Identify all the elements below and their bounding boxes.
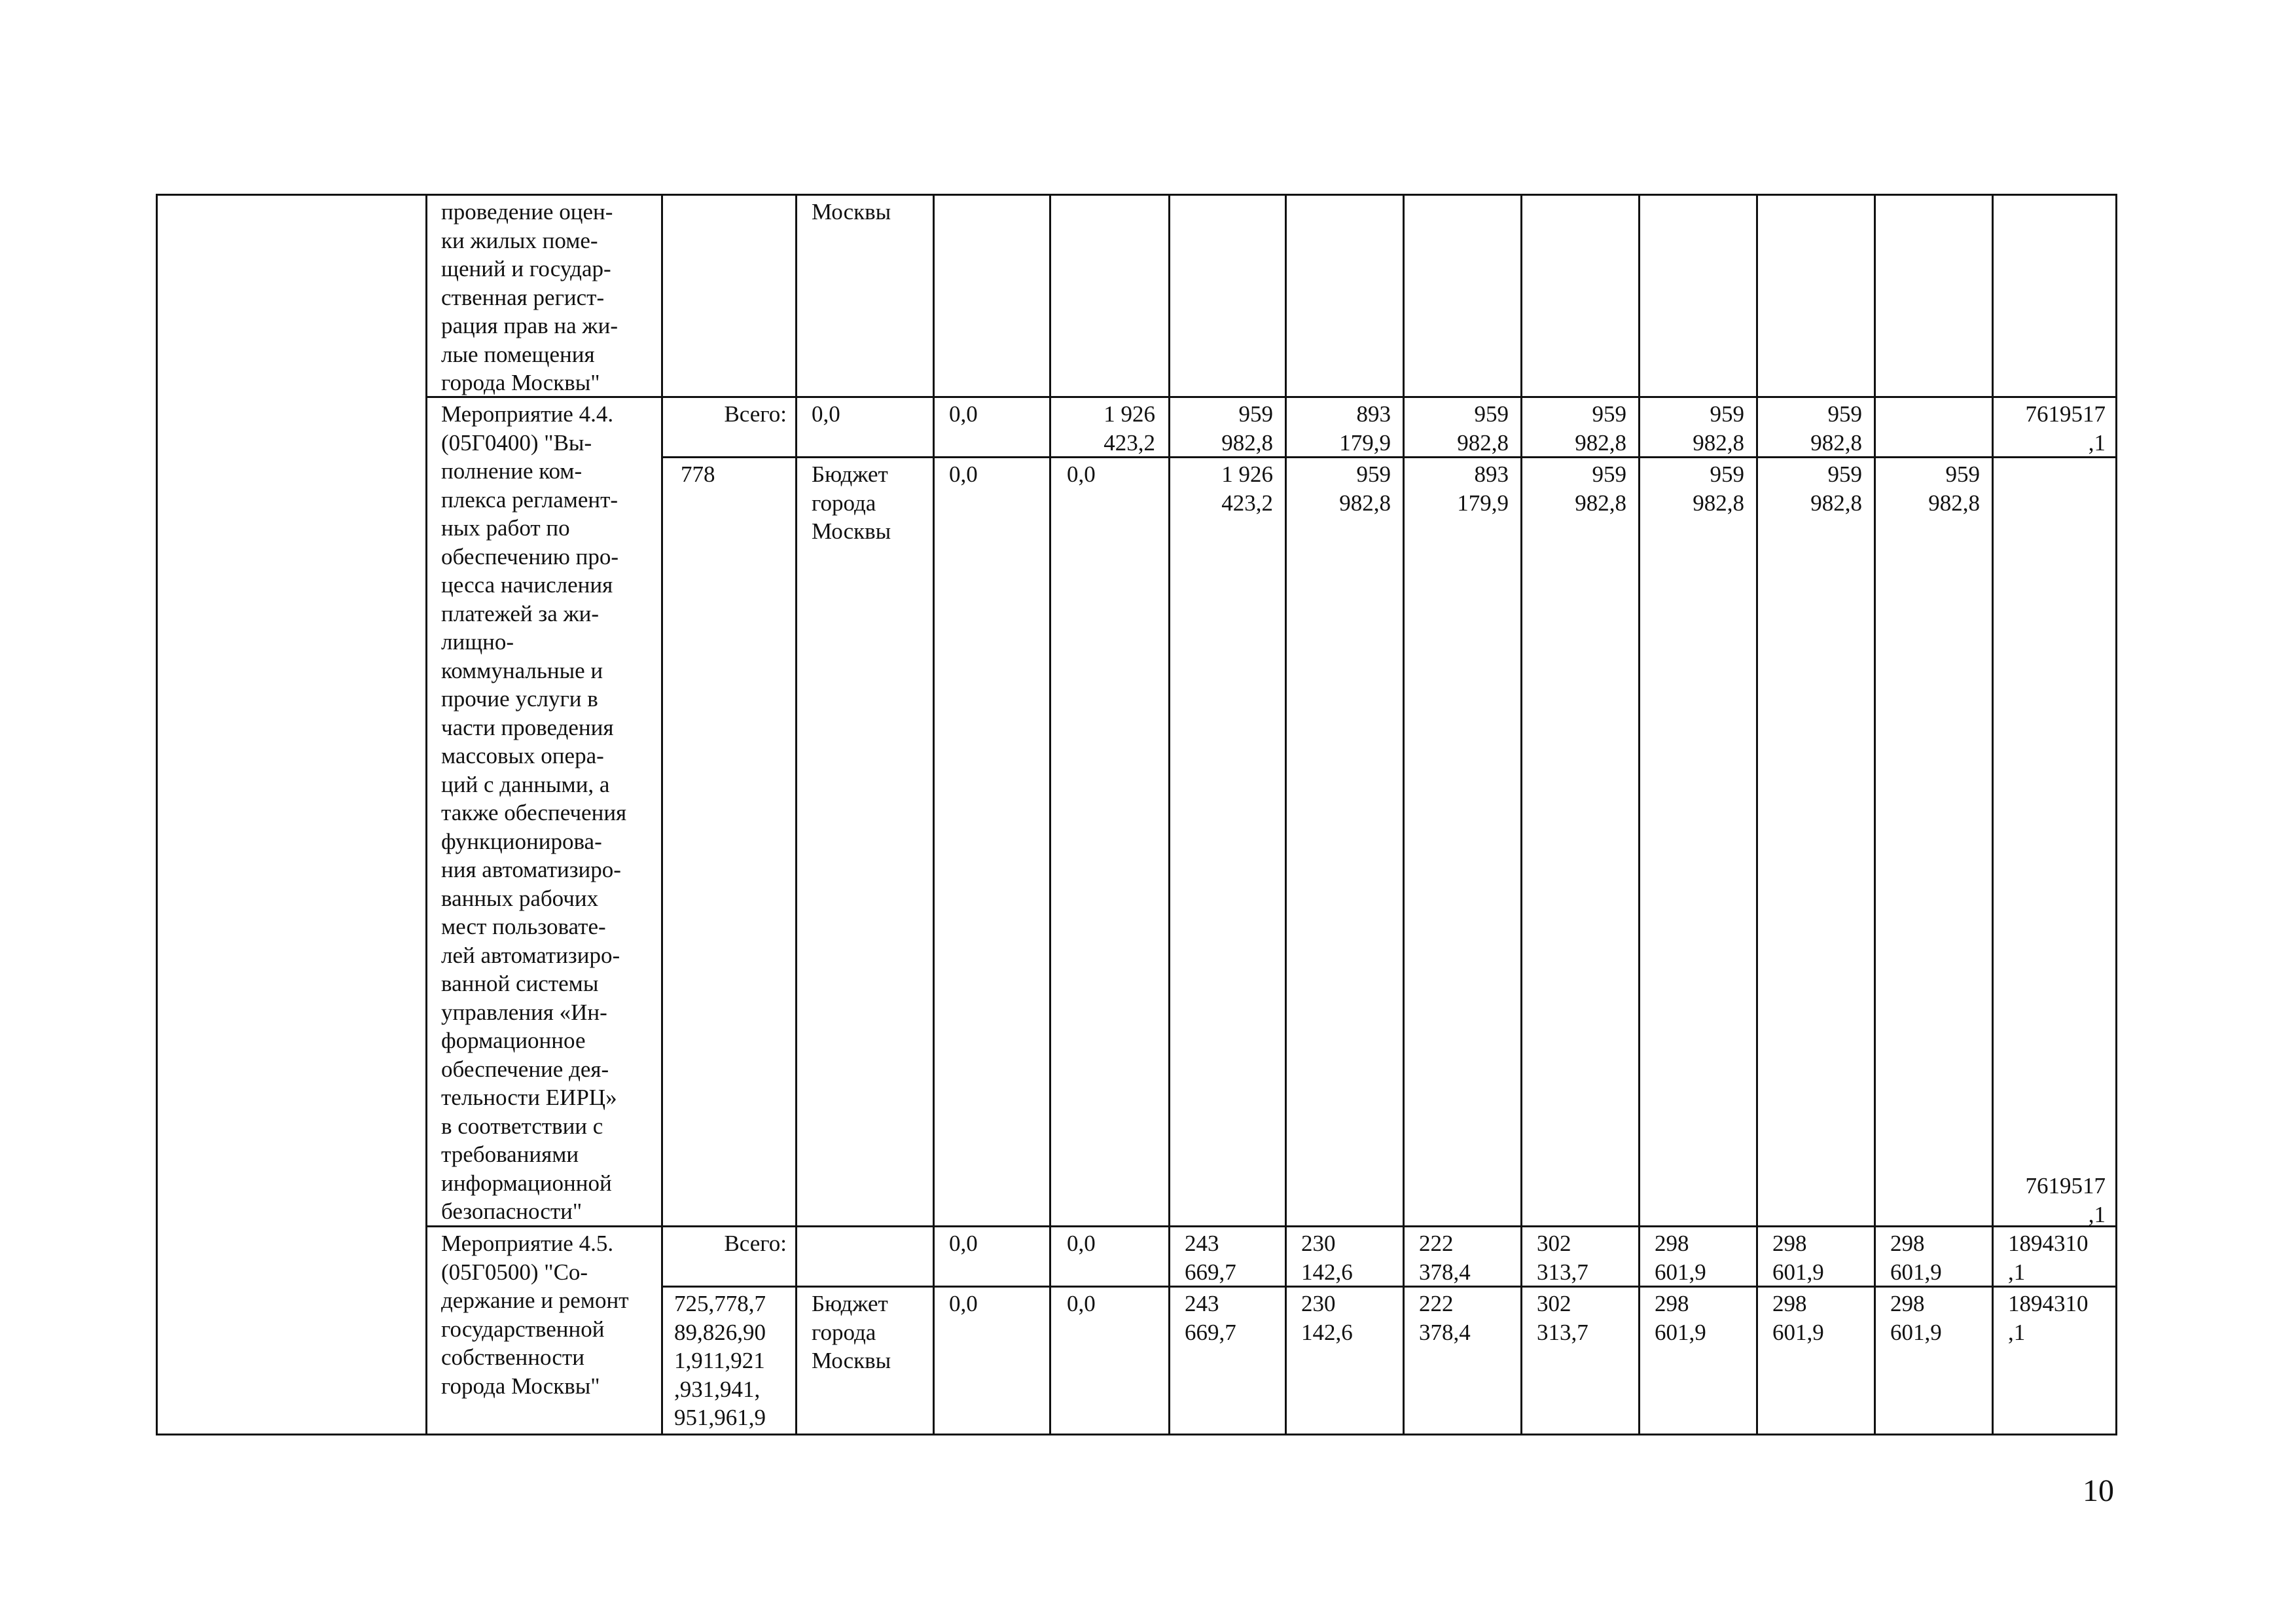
row-1-total-value [1993,400,2106,457]
row-1-description [441,400,626,1226]
column-divider [795,194,797,1435]
row-1-budget-value [1757,460,1862,517]
value-line: 0,0 [1067,1231,1096,1256]
row-1-total-value [1757,400,1862,457]
row-1-budget-value [1640,460,1744,517]
value-line: 230 [1301,1231,1336,1256]
description-line: города Москвы" [441,1373,600,1399]
table-bottom-border [156,1434,2117,1435]
description-line: проведение оцен- [441,199,613,225]
row-1-budget-value [1286,460,1391,517]
row-2-total-value [1419,1229,1471,1286]
value-line: 601,9 [1772,1319,1824,1345]
value-line: 0,0 [949,1291,978,1316]
row-2-total-source [662,1229,787,1258]
column-divider [1638,194,1640,1435]
value-line: 298 [1655,1291,1689,1316]
description-line: безопасности" [441,1199,583,1224]
description-line: ки жилых поме- [441,227,598,253]
description-line: обеспечению про- [441,543,619,569]
description-line: щений и государ- [441,256,611,281]
row-divider [425,396,2117,398]
description-line: Мероприятие 4.5. [441,1231,614,1256]
value-line: 982,8 [1928,490,1980,516]
value-line: 423,2 [1103,429,1155,456]
description-line: полнение ком- [441,458,583,484]
code-line: 951,961,9 [674,1405,766,1430]
value-line: 1894310 [2008,1291,2089,1316]
description-line: держание и ремонт [441,1288,629,1313]
value-line: 959 [1827,461,1862,487]
description-line: собственности [441,1344,584,1370]
description-line: Мероприятие 4.4. [441,401,614,427]
description-line: мест пользовате- [441,914,606,939]
description-line: плекса регламент- [441,486,619,513]
description-line: формационное [441,1028,586,1053]
value-line: 313,7 [1537,1259,1588,1285]
row-2-budget-value [1772,1290,1824,1346]
column-divider [1874,194,1876,1435]
value-line: 982,8 [1339,490,1391,516]
row-divider [425,1225,2117,1227]
value-line: 959 [1945,461,1980,487]
code-line: ,931,941, [674,1376,761,1402]
value-line: 601,9 [1655,1319,1706,1345]
row-2-budget-value [1185,1290,1236,1346]
column-divider [425,194,427,1435]
description-line: города Москвы" [441,370,600,395]
value-line: 302 [1537,1291,1571,1316]
row-1-total-value [949,400,978,429]
value-line: 298 [1655,1231,1689,1256]
value-line: 601,9 [1772,1259,1824,1285]
row-2-total-value [1655,1229,1706,1286]
column-divider [1403,194,1405,1435]
description-line: в соответствии с [441,1113,603,1139]
row-1-budget-source [812,460,891,546]
column-divider [1168,194,1170,1435]
row-2-budget-value [2008,1290,2089,1346]
value-line: 893 [1356,401,1391,427]
table-left-border [156,194,158,1435]
row-2-budget-value [1537,1290,1588,1346]
value-line: 0,0 [949,461,978,487]
description-line: ных работ по [441,515,570,541]
value-line: 298 [1772,1231,1807,1256]
value-line: 959 [1238,401,1273,427]
description-line: требованиями [441,1142,579,1167]
description-line: государственной [441,1316,605,1342]
row-0-description [441,198,618,397]
value-line: 0,0 [812,401,840,427]
description-line: информационной [441,1170,612,1196]
row-2-budget-value [949,1290,978,1318]
row-2-budget-code [674,1290,766,1432]
description-line: массовых опера- [441,743,604,768]
table-right-border [2115,194,2117,1435]
row-2-budget-value [1301,1290,1353,1346]
value-line: ,1 [2088,1201,2106,1227]
value-line: 142,6 [1301,1259,1353,1285]
row-2-budget-value [1419,1290,1471,1346]
value-line: 669,7 [1185,1319,1236,1345]
row-1-total-value [1640,400,1744,457]
value-line: 982,8 [1221,429,1273,456]
row-1-budget-value [1404,460,1509,517]
description-line: ванной системы [441,971,599,996]
description-line: лей автоматизиро- [441,942,620,968]
row-1-total-source [662,400,787,429]
value-line: 982,8 [1693,429,1744,456]
value-line: 959 [1827,401,1862,427]
row-1-total-value [1050,400,1155,457]
description-line: ния автоматизиро- [441,857,621,882]
row-1-total-value [1170,400,1273,457]
row-1-total-value [1286,400,1391,457]
value-line: 7619517 [2025,1173,2106,1199]
code-line: 725,778,7 [674,1291,766,1316]
row-1-budget-value [1522,460,1626,517]
row-1-budget-value [949,460,978,489]
value-line: 601,9 [1655,1259,1706,1285]
value-line: 222 [1419,1291,1454,1316]
description-line: функционирова- [441,828,602,854]
value-line: 179,9 [1457,490,1509,516]
value-line: ,1 [2088,429,2106,456]
row-1-total-value [1404,400,1509,457]
code-line: 778 [681,461,715,487]
row-2-total-value [1537,1229,1588,1286]
value-line: 959 [1592,401,1626,427]
description-line: платежей за жи- [441,600,600,626]
row-2-budget-source [812,1290,891,1375]
description-line: прочие услуги в [441,686,598,712]
value-line: 959 [1474,401,1509,427]
value-line: 7619517 [2025,401,2106,427]
value-line: 959 [1710,461,1744,487]
column-divider [1992,194,1994,1435]
value-line: 298 [1890,1291,1925,1316]
value-line: 243 [1185,1231,1219,1256]
row-2-budget-value [1655,1290,1706,1346]
row-2-total-value [1890,1229,1942,1286]
value-line: 298 [1890,1231,1925,1256]
row-1-budget-value [1170,460,1273,517]
value-line: 1 926 [1103,401,1155,427]
value-line: 378,4 [1419,1259,1471,1285]
row-2-total-value [949,1229,978,1258]
value-line: 222 [1419,1231,1454,1256]
row-2-description [441,1229,629,1400]
description-line: ванных рабочих [441,885,599,911]
row-2-total-value [2008,1229,2089,1286]
source-line: Москвы [812,1348,891,1373]
code-line: 1,911,921 [674,1348,765,1373]
description-line: ций с данными, а [441,771,610,797]
description-line: коммунальные и [441,657,603,683]
description-line: (05Г0400) "Вы- [441,429,592,456]
value-line: 0,0 [949,401,978,427]
row-1-budget-value [1993,1172,2106,1229]
description-line: тельности ЕИРЦ» [441,1085,617,1110]
value-line: 313,7 [1537,1319,1588,1345]
row-2-total-value [1067,1229,1096,1258]
column-divider [1285,194,1287,1435]
code-line: 89,826,90 [674,1319,766,1345]
page-number: 10 [2083,1473,2114,1508]
description-line: лые помещения [441,341,595,367]
value-line: 423,2 [1221,490,1273,516]
row-1-budget-value [1875,460,1980,517]
value-line: 893 [1474,461,1509,487]
row-2-total-value [1772,1229,1824,1286]
column-divider [1756,194,1758,1435]
row-1-budget-value [1067,460,1096,489]
value-line: 0,0 [1067,461,1096,487]
source-line: Бюджет [812,1291,888,1316]
description-line: рация прав на жи- [441,313,618,338]
value-line: 982,8 [1810,490,1862,516]
value-line: 982,8 [1575,429,1626,456]
description-line: (05Г0500) "Со- [441,1259,588,1285]
row-2-total-value [1185,1229,1236,1286]
value-line: 0,0 [949,1231,978,1256]
row-2-budget-value [1890,1290,1942,1346]
description-line: также обеспечения [441,800,627,825]
value-line: 230 [1301,1291,1336,1316]
row-1-total-value [812,400,840,429]
description-line: ственная регист- [441,284,605,310]
description-line: лищно- [441,629,514,655]
source-line: Всего: [724,401,787,427]
value-line: 959 [1592,461,1626,487]
table-top-border [156,194,2117,196]
value-line: 302 [1537,1231,1571,1256]
row-0-source [812,198,891,226]
value-line: ,1 [2008,1319,2026,1345]
value-line: 298 [1772,1291,1807,1316]
source-line: Бюджет [812,461,888,487]
value-line: 959 [1710,401,1744,427]
row-2-total-value [1301,1229,1353,1286]
value-line: 601,9 [1890,1259,1942,1285]
value-line: 0,0 [1067,1291,1096,1316]
value-line: 179,9 [1339,429,1391,456]
source-line: Москвы [812,199,891,225]
row-1-budget-code [681,460,715,489]
source-line: Москвы [812,518,891,544]
description-line: части проведения [441,714,614,740]
value-line: 669,7 [1185,1259,1236,1285]
source-line: города [812,1319,876,1345]
column-divider [933,194,935,1435]
column-divider [1049,194,1051,1435]
value-line: 378,4 [1419,1319,1471,1345]
value-line: 982,8 [1810,429,1862,456]
value-line: 1894310 [2008,1231,2089,1256]
value-line: 959 [1356,461,1391,487]
description-line: цесса начисления [441,572,613,598]
value-line: 601,9 [1890,1319,1942,1345]
value-line: 142,6 [1301,1319,1353,1345]
source-line: города [812,490,876,516]
row-2-budget-value [1067,1290,1096,1318]
value-line: 982,8 [1457,429,1509,456]
value-line: ,1 [2008,1259,2026,1285]
value-line: 1 926 [1221,461,1273,487]
column-divider [1520,194,1522,1435]
value-line: 982,8 [1693,490,1744,516]
source-line: Всего: [724,1231,787,1256]
value-line: 982,8 [1575,490,1626,516]
description-line: управления «Ин- [441,999,607,1025]
row-1-total-value [1522,400,1626,457]
value-line: 243 [1185,1291,1219,1316]
description-line: обеспечение дея- [441,1056,609,1082]
